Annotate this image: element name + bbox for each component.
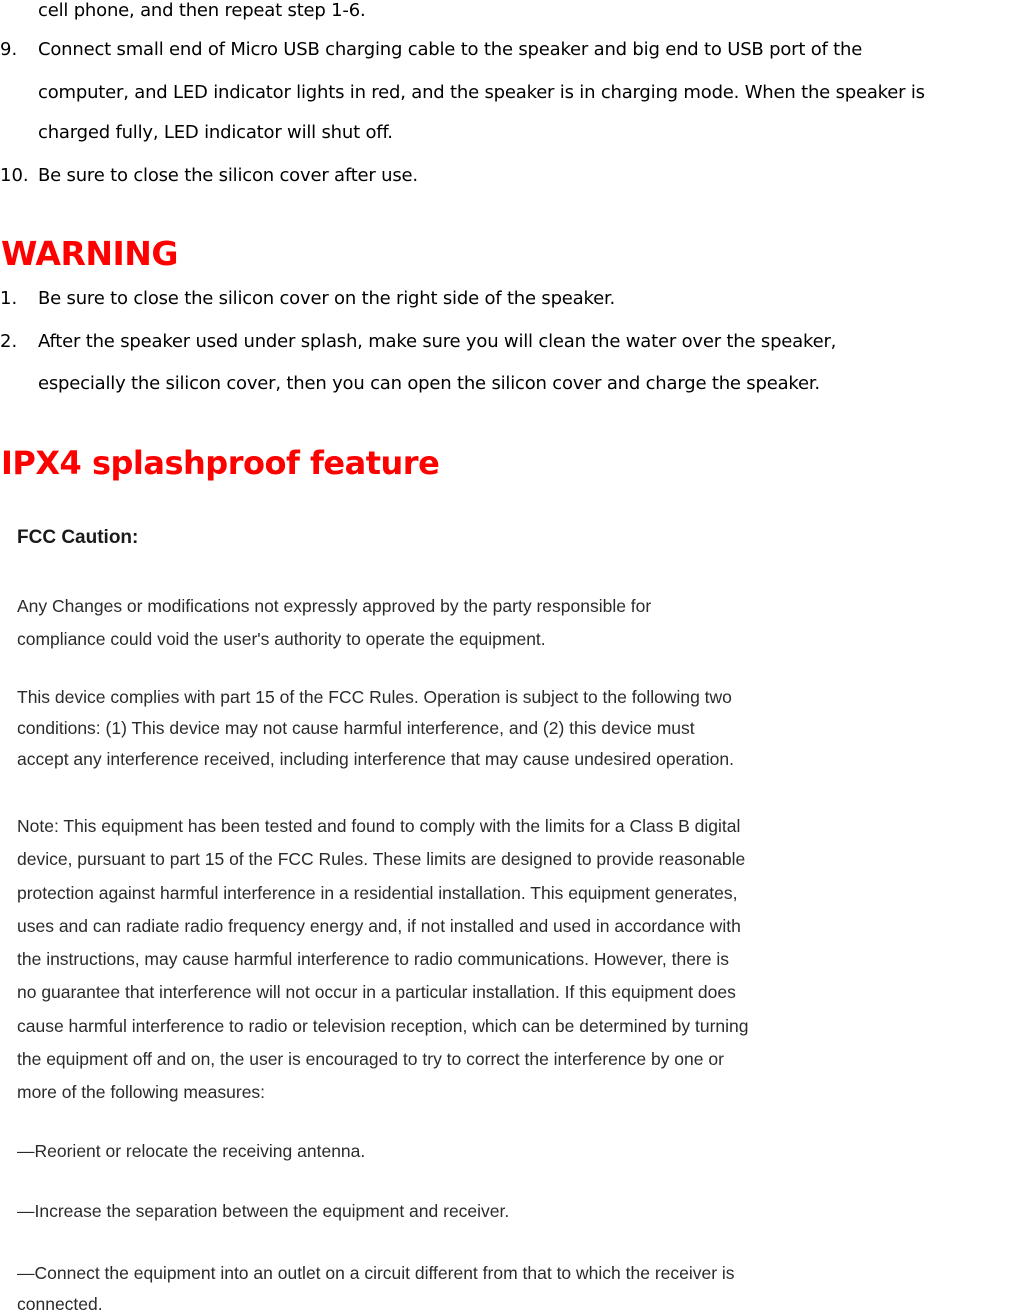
fcc-para2-line-3: accept any interference received, including interference that may cause undesired operation.: [17, 749, 734, 769]
item-9-line-2: computer, and LED indicator lights in red, and the speaker is in charging mode. When the speaker is: [38, 82, 925, 103]
fcc-para3-line-5: the instructions, may cause harmful interference to radio communications. However, there is: [17, 949, 729, 969]
item-9-line-1: Connect small end of Micro USB charging cable to the speaker and big end to USB port of the: [38, 39, 863, 60]
warning-heading: WARNING: [1, 234, 178, 273]
instruction-continuation: cell phone, and then repeat step 1-6.: [38, 0, 366, 21]
fcc-para3-line-7: cause harmful interference to radio or television reception, which can be determined by turning: [17, 1016, 749, 1036]
fcc-caution-block: [0, 518, 1030, 1314]
fcc-para3-line-6: no guarantee that interference will not occur in a particular installation. If this equipment does: [17, 982, 736, 1002]
fcc-para2-line-1: This device complies with part 15 of the FCC Rules. Operation is subject to the following two: [17, 687, 732, 707]
fcc-para1-line-2: compliance could void the user's authority to operate the equipment.: [17, 629, 546, 649]
fcc-para3-line-1: Note: This equipment has been tested and found to comply with the limits for a Class B digital: [17, 816, 741, 836]
fcc-para3-line-3: protection against harmful interference in a residential installation. This equipment generates,: [17, 883, 738, 903]
fcc-measure-2: —Increase the separation between the equipment and receiver.: [17, 1201, 510, 1221]
warning-item-2-line-2: especially the silicon cover, then you can open the silicon cover and charge the speaker.: [38, 373, 820, 394]
fcc-para3-line-9: more of the following measures:: [17, 1082, 266, 1102]
item-10-number: 10.: [0, 165, 29, 186]
fcc-measure-1: —Reorient or relocate the receiving antenna.: [17, 1141, 366, 1161]
fcc-para2-line-2: conditions: (1) This device may not cause harmful interference, and (2) this device must: [17, 718, 695, 738]
warning-item-2-number: 2.: [0, 331, 18, 352]
fcc-para3-line-4: uses and can radiate radio frequency energy and, if not installed and used in accordance with: [17, 916, 741, 936]
item-9-number: 9.: [0, 39, 18, 60]
fcc-para1-line-1: Any Changes or modifications not expressly approved by the party responsible for: [17, 596, 652, 616]
warning-item-1-text: Be sure to close the silicon cover on the right side of the speaker.: [38, 288, 616, 309]
fcc-title: FCC Caution:: [17, 527, 139, 548]
fcc-measure-3-line-1: —Connect the equipment into an outlet on a circuit different from that to which the receiver is: [17, 1263, 735, 1283]
item-9-line-3: charged fully, LED indicator will shut off.: [38, 122, 393, 143]
fcc-para3-line-8: the equipment off and on, the user is encouraged to try to correct the interference by one or: [17, 1049, 724, 1069]
warning-item-1-number: 1.: [0, 288, 18, 309]
item-10-text: Be sure to close the silicon cover after use.: [38, 165, 418, 186]
feature-heading: IPX4 splashproof feature: [1, 444, 440, 482]
warning-item-2-line-1: After the speaker used under splash, make sure you will clean the water over the speaker,: [38, 331, 837, 352]
fcc-measure-3-line-2: connected.: [17, 1294, 103, 1314]
fcc-para3-line-2: device, pursuant to part 15 of the FCC Rules. These limits are designed to provide reasonable: [17, 849, 746, 869]
